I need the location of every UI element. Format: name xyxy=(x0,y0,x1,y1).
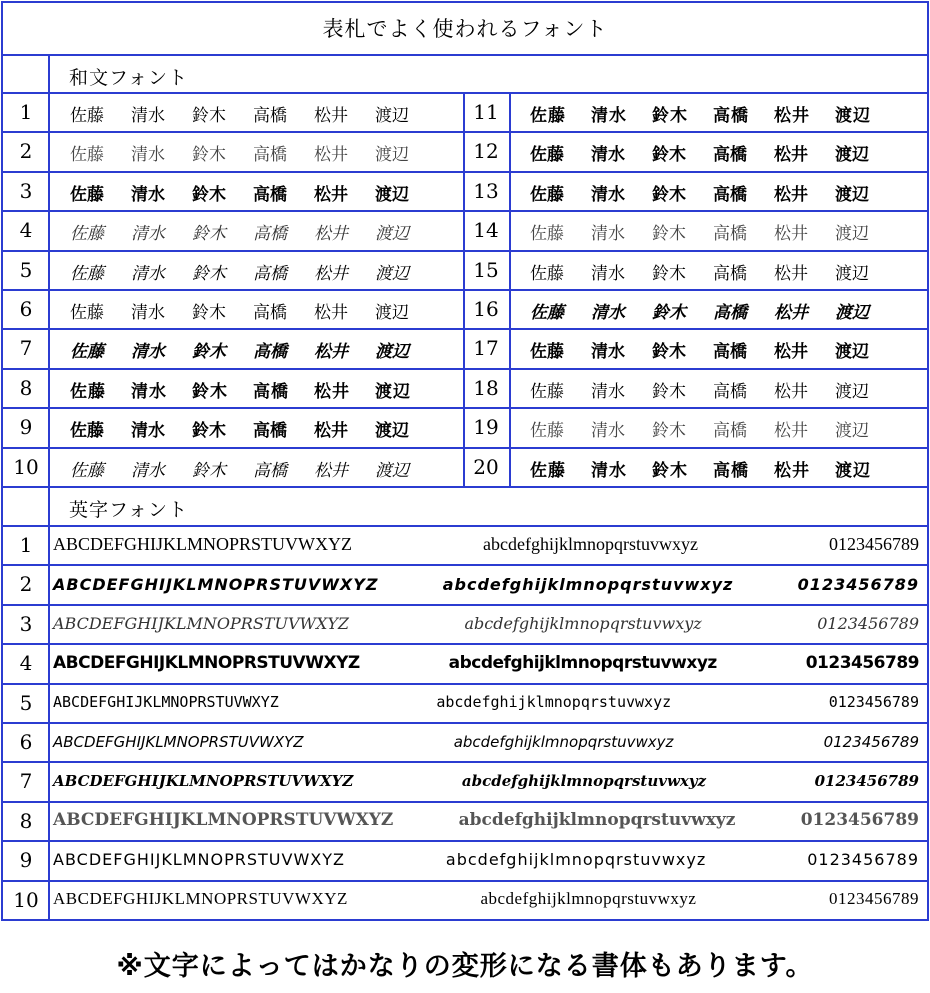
surname-sample: 清水 xyxy=(131,263,165,284)
digits-sample: 0123456789 xyxy=(817,613,919,633)
surname-sample: 渡辺 xyxy=(835,460,871,481)
lowercase-sample: abcdefghijklmnopqrstuvwxyz xyxy=(483,534,698,555)
surname-sample: 松井 xyxy=(774,381,808,402)
lowercase-sample: abcdefghijklmnopqrstuvwxyz xyxy=(458,810,736,831)
font-sample-sheet xyxy=(1,1,929,921)
name-sample-row xyxy=(70,219,436,244)
row-divider xyxy=(3,289,48,291)
lowercase-sample: abcdefghijklmnopqrstuvwxyz xyxy=(445,850,707,870)
row-divider xyxy=(3,250,48,252)
font-number: 15 xyxy=(473,257,499,282)
surname-sample: 渡辺 xyxy=(375,106,409,126)
digits-sample: 0123456789 xyxy=(829,534,919,555)
surname-sample: 高橋 xyxy=(713,224,747,244)
surname-sample: 佐藤 xyxy=(70,342,104,363)
surname-sample: 高橋 xyxy=(253,421,287,442)
surname-sample: 渡辺 xyxy=(375,342,409,363)
surname-sample: 渡辺 xyxy=(835,421,869,441)
uppercase-sample: ABCDEFGHIJKLMNOPRSTUVWXYZ xyxy=(53,810,394,831)
surname-sample: 佐藤 xyxy=(70,106,104,126)
surname-sample: 渡辺 xyxy=(835,184,869,205)
footnote: ※文字によってはかなりの変形になる書体もあります。 xyxy=(116,951,814,982)
surname-sample: 渡辺 xyxy=(835,303,869,323)
surname-sample: 佐藤 xyxy=(530,342,564,363)
surname-sample: 松井 xyxy=(314,303,348,323)
surname-sample: 清水 xyxy=(131,145,165,165)
name-sample-row xyxy=(70,337,436,362)
uppercase-sample: ABCDEFGHIJKLMNOPRSTUVWXYZ xyxy=(53,693,279,712)
surname-sample: 渡辺 xyxy=(375,381,411,402)
surname-sample: 高橋 xyxy=(253,224,287,245)
surname-sample: 鈴木 xyxy=(192,421,226,442)
font-number: 6 xyxy=(19,730,33,754)
name-sample-row xyxy=(70,416,436,441)
surname-sample: 高橋 xyxy=(713,106,749,126)
alphabet-sample-row xyxy=(53,880,919,919)
surname-sample: 渡辺 xyxy=(375,224,409,245)
surname-sample: 松井 xyxy=(774,460,810,481)
surname-sample: 松井 xyxy=(314,421,348,442)
surname-sample: 鈴木 xyxy=(192,106,226,126)
surname-sample: 松井 xyxy=(314,342,348,363)
alphabet-sample-row xyxy=(53,683,919,722)
lowercase-sample: abcdefghijklmnopqrstuvwxyz xyxy=(453,732,674,751)
alphabet-sample-row xyxy=(53,643,919,682)
surname-sample: 鈴木 xyxy=(652,342,686,363)
alphabet-sample-row xyxy=(53,761,919,800)
name-sample-row xyxy=(530,298,896,323)
surname-sample: 鈴木 xyxy=(652,460,688,481)
name-sample-row xyxy=(70,456,436,481)
surname-sample: 清水 xyxy=(591,342,625,363)
font-number: 4 xyxy=(19,218,33,243)
surname-sample: 渡辺 xyxy=(835,224,869,244)
surname-sample: 佐藤 xyxy=(70,224,104,245)
digits-sample: 0123456789 xyxy=(805,652,919,673)
lowercase-sample: abcdefghijklmnopqrstuvwxyz xyxy=(448,652,717,673)
surname-sample: 清水 xyxy=(591,421,625,441)
surname-sample: 松井 xyxy=(314,263,348,284)
surname-sample: 清水 xyxy=(131,106,165,126)
font-number: 12 xyxy=(473,139,499,164)
surname-sample: 松井 xyxy=(314,460,348,481)
surname-sample: 松井 xyxy=(774,263,808,284)
surname-sample: 佐藤 xyxy=(70,421,104,442)
font-number: 9 xyxy=(19,415,33,440)
font-number: 5 xyxy=(19,257,33,282)
name-sample-row xyxy=(70,377,436,402)
font-number: 20 xyxy=(473,454,499,479)
row-divider xyxy=(48,250,927,252)
surname-sample: 高橋 xyxy=(253,342,287,363)
surname-sample: 高橋 xyxy=(253,263,287,284)
row-divider xyxy=(48,447,927,449)
surname-sample: 渡辺 xyxy=(375,263,409,284)
row-divider xyxy=(48,407,927,409)
surname-sample: 佐藤 xyxy=(70,184,104,205)
row-divider xyxy=(48,210,927,212)
font-number: 18 xyxy=(473,375,499,400)
surname-sample: 鈴木 xyxy=(652,421,686,441)
font-number: 7 xyxy=(19,336,33,361)
surname-sample: 高橋 xyxy=(253,184,287,205)
uppercase-sample: ABCDEFGHIJKLMNOPRSTUVWXYZ xyxy=(53,574,379,594)
row-divider xyxy=(3,447,48,449)
surname-sample: 佐藤 xyxy=(70,460,104,481)
surname-sample: 鈴木 xyxy=(652,184,686,205)
surname-sample: 清水 xyxy=(591,184,625,205)
row-divider xyxy=(3,210,48,212)
name-sample-row xyxy=(530,456,896,481)
font-number: 9 xyxy=(19,848,33,873)
digits-sample: 0123456789 xyxy=(797,574,919,594)
font-number: 10 xyxy=(13,887,39,912)
surname-sample: 清水 xyxy=(591,263,625,284)
surname-sample: 鈴木 xyxy=(652,224,686,244)
surname-sample: 清水 xyxy=(131,381,167,402)
uppercase-sample: ABCDEFGHIJKLMNOPRSTUVWXYZ xyxy=(53,732,304,751)
divider xyxy=(3,92,927,94)
surname-sample: 松井 xyxy=(314,106,348,126)
surname-sample: 佐藤 xyxy=(70,381,106,402)
surname-sample: 高橋 xyxy=(253,303,287,323)
surname-sample: 佐藤 xyxy=(530,421,564,441)
font-number: 16 xyxy=(473,297,499,321)
surname-sample: 渡辺 xyxy=(375,184,409,205)
font-number: 1 xyxy=(19,533,33,557)
name-sample-row xyxy=(530,337,896,362)
uppercase-sample: ABCDEFGHIJKLMNOPRSTUVWXYZ xyxy=(53,652,360,673)
surname-sample: 鈴木 xyxy=(652,381,686,402)
surname-sample: 松井 xyxy=(314,145,348,165)
name-sample-row xyxy=(530,377,896,402)
surname-sample: 高橋 xyxy=(253,106,287,126)
surname-sample: 佐藤 xyxy=(530,303,564,323)
surname-sample: 渡辺 xyxy=(835,342,869,363)
surname-sample: 鈴木 xyxy=(192,224,226,245)
name-sample-row xyxy=(530,259,896,284)
name-sample-row xyxy=(70,259,436,284)
surname-sample: 鈴木 xyxy=(192,263,226,284)
name-sample-row xyxy=(530,219,896,244)
surname-sample: 佐藤 xyxy=(530,460,566,481)
row-divider xyxy=(48,131,927,133)
surname-sample: 高橋 xyxy=(713,145,747,166)
surname-sample: 松井 xyxy=(774,106,810,126)
surname-sample: 高橋 xyxy=(713,184,747,205)
lowercase-sample: abcdefghijklmnopqrstuvwxyz xyxy=(464,613,702,633)
surname-sample: 鈴木 xyxy=(192,303,226,323)
name-sample-row xyxy=(530,101,896,126)
font-number: 2 xyxy=(19,139,33,164)
lowercase-sample: abcdefghijklmnopqrstuvwxyz xyxy=(442,574,734,594)
digits-sample: 0123456789 xyxy=(823,732,919,751)
surname-sample: 清水 xyxy=(591,460,627,481)
surname-sample: 清水 xyxy=(591,224,625,244)
lowercase-sample: abcdefghijklmnopqrstuvwxyz xyxy=(461,772,707,791)
name-sample-row xyxy=(70,140,436,165)
surname-sample: 松井 xyxy=(774,184,808,205)
surname-sample: 佐藤 xyxy=(70,303,104,323)
surname-sample: 渡辺 xyxy=(375,460,409,481)
uppercase-sample: ABCDEFGHIJKLMNOPRSTUVWXYZ xyxy=(53,850,345,870)
lowercase-sample: abcdefghijklmnopqrstuvwxyz xyxy=(436,693,672,712)
row-divider xyxy=(48,171,927,173)
alphabet-sample-row xyxy=(53,801,919,840)
name-sample-row xyxy=(70,180,436,205)
surname-sample: 鈴木 xyxy=(192,184,226,205)
font-number: 8 xyxy=(19,375,33,400)
surname-sample: 高橋 xyxy=(713,460,749,481)
surname-sample: 鈴木 xyxy=(652,263,686,284)
surname-sample: 清水 xyxy=(591,106,627,126)
surname-sample: 清水 xyxy=(131,460,165,481)
digits-sample: 0123456789 xyxy=(807,850,919,870)
surname-sample: 松井 xyxy=(774,303,808,323)
font-number: 2 xyxy=(19,572,33,597)
surname-sample: 清水 xyxy=(131,224,165,245)
digits-sample: 0123456789 xyxy=(828,693,919,712)
surname-sample: 鈴木 xyxy=(652,303,686,323)
surname-sample: 渡辺 xyxy=(375,303,409,323)
surname-sample: 鈴木 xyxy=(192,381,228,402)
row-divider xyxy=(48,328,927,330)
name-sample-row xyxy=(70,101,436,126)
surname-sample: 渡辺 xyxy=(835,263,869,284)
surname-sample: 高橋 xyxy=(253,460,287,481)
japanese-section-heading: 和文フォント xyxy=(69,67,189,89)
surname-sample: 清水 xyxy=(591,145,625,166)
surname-sample: 松井 xyxy=(774,224,808,244)
surname-sample: 高橋 xyxy=(253,381,289,402)
font-number: 11 xyxy=(473,100,499,124)
font-number: 7 xyxy=(19,769,33,794)
surname-sample: 高橋 xyxy=(253,145,287,165)
row-divider xyxy=(48,289,927,291)
english-section-heading: 英字フォント xyxy=(69,499,189,521)
surname-sample: 佐藤 xyxy=(530,106,566,126)
surname-sample: 鈴木 xyxy=(192,342,226,363)
surname-sample: 高橋 xyxy=(713,381,747,402)
surname-sample: 佐藤 xyxy=(70,263,104,284)
row-divider xyxy=(3,407,48,409)
alphabet-sample-row xyxy=(53,722,919,761)
surname-sample: 渡辺 xyxy=(835,106,871,126)
font-number: 5 xyxy=(19,690,33,715)
surname-sample: 松井 xyxy=(774,145,808,166)
surname-sample: 高橋 xyxy=(713,342,747,363)
surname-sample: 松井 xyxy=(314,381,350,402)
surname-sample: 鈴木 xyxy=(652,106,688,126)
lowercase-sample: abcdefghijklmnopqrstuvwxyz xyxy=(480,889,697,909)
surname-sample: 松井 xyxy=(314,184,348,205)
name-sample-row xyxy=(530,416,896,441)
alphabet-sample-row xyxy=(53,525,919,564)
font-number: 19 xyxy=(473,415,499,440)
surname-sample: 佐藤 xyxy=(70,145,104,165)
divider xyxy=(3,486,927,488)
surname-sample: 渡辺 xyxy=(835,381,869,402)
surname-sample: 清水 xyxy=(591,381,625,402)
font-number: 8 xyxy=(19,808,33,833)
surname-sample: 佐藤 xyxy=(530,184,564,205)
surname-sample: 佐藤 xyxy=(530,145,564,166)
surname-sample: 清水 xyxy=(131,184,165,205)
font-number: 3 xyxy=(19,178,33,203)
surname-sample: 渡辺 xyxy=(375,145,409,165)
surname-sample: 清水 xyxy=(131,342,165,363)
surname-sample: 清水 xyxy=(591,303,625,323)
digits-sample: 0123456789 xyxy=(829,889,919,909)
font-number: 10 xyxy=(13,454,39,479)
digits-sample: 0123456789 xyxy=(814,772,919,791)
row-divider xyxy=(3,131,48,133)
surname-sample: 高橋 xyxy=(713,303,747,323)
surname-sample: 清水 xyxy=(131,421,165,442)
font-number: 1 xyxy=(19,100,33,124)
alphabet-sample-row xyxy=(53,604,919,643)
surname-sample: 高橋 xyxy=(713,421,747,441)
surname-sample: 佐藤 xyxy=(530,381,564,402)
surname-sample: 松井 xyxy=(314,224,348,245)
row-divider xyxy=(3,328,48,330)
font-number: 17 xyxy=(473,336,499,361)
surname-sample: 松井 xyxy=(774,421,808,441)
uppercase-sample: ABCDEFGHIJKLMNOPRSTUVWXYZ xyxy=(53,613,350,633)
row-divider xyxy=(48,368,927,370)
surname-sample: 鈴木 xyxy=(192,460,226,481)
name-sample-row xyxy=(70,298,436,323)
font-number: 6 xyxy=(19,297,33,321)
uppercase-sample: ABCDEFGHIJKLMNOPRSTUVWXYZ xyxy=(53,772,354,791)
divider xyxy=(3,54,927,56)
surname-sample: 高橋 xyxy=(713,263,747,284)
surname-sample: 佐藤 xyxy=(530,263,564,284)
surname-sample: 清水 xyxy=(131,303,165,323)
font-number: 4 xyxy=(19,651,33,676)
alphabet-sample-row xyxy=(53,564,919,603)
row-divider xyxy=(3,368,48,370)
surname-sample: 渡辺 xyxy=(375,421,409,442)
alphabet-sample-row xyxy=(53,840,919,879)
digits-sample: 0123456789 xyxy=(800,810,919,831)
surname-sample: 渡辺 xyxy=(835,145,869,166)
font-number: 3 xyxy=(19,611,33,636)
surname-sample: 鈴木 xyxy=(652,145,686,166)
surname-sample: 佐藤 xyxy=(530,224,564,244)
name-sample-row xyxy=(530,140,896,165)
sheet-title: 表札でよく使われるフォント xyxy=(322,17,608,41)
name-sample-row xyxy=(530,180,896,205)
surname-sample: 松井 xyxy=(774,342,808,363)
font-number: 13 xyxy=(473,178,499,203)
surname-sample: 鈴木 xyxy=(192,145,226,165)
uppercase-sample: ABCDEFGHIJKLMNOPRSTUVWXYZ xyxy=(53,889,348,909)
uppercase-sample: ABCDEFGHIJKLMNOPRSTUVWXYZ xyxy=(53,534,353,555)
row-divider xyxy=(3,171,48,173)
font-number: 14 xyxy=(473,218,499,243)
